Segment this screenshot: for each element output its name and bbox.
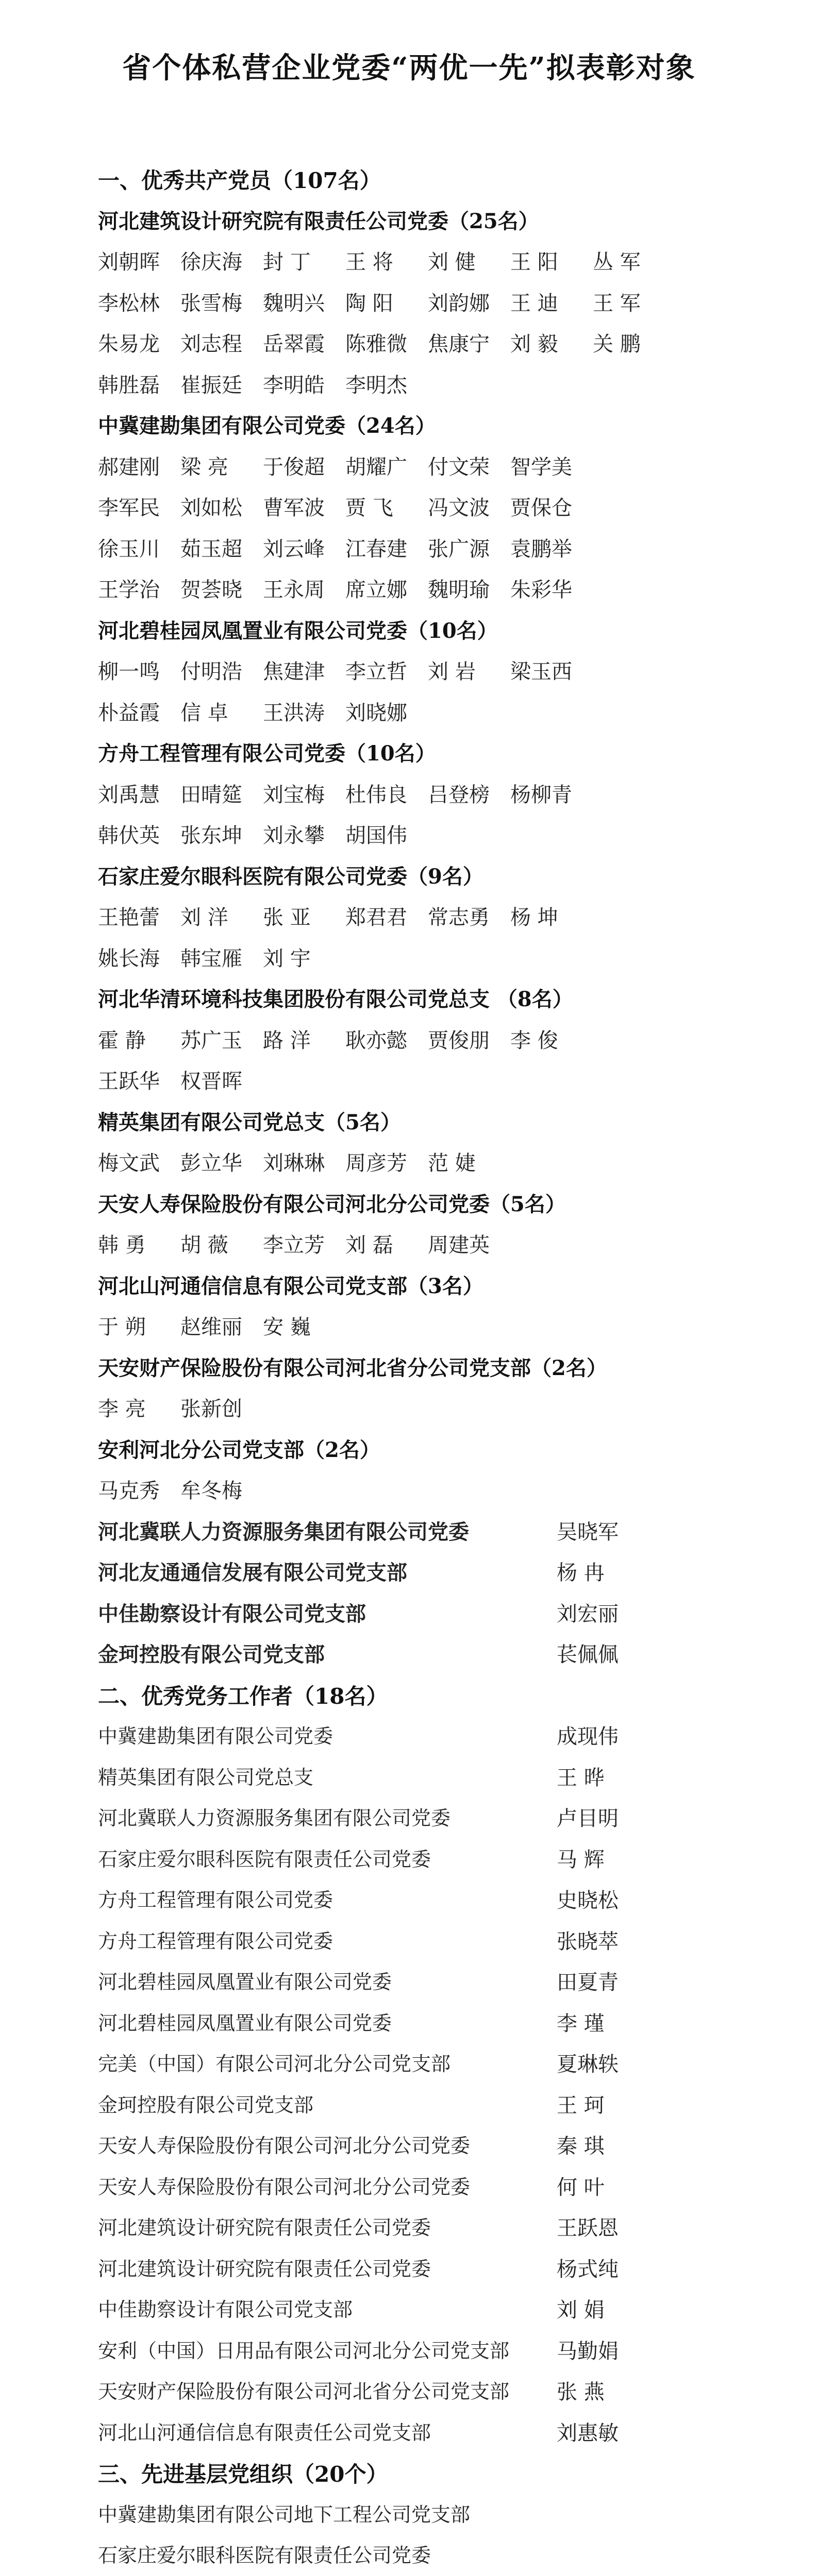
member-name: 刘琳琳	[263, 1151, 325, 1175]
member-name: 刘宝梅	[263, 783, 325, 807]
member-name: 霍 静	[98, 1028, 146, 1053]
member-name: 封 丁	[263, 250, 311, 274]
member-name: 贾俊朋	[428, 1028, 490, 1053]
party-worker-row	[98, 1761, 665, 1792]
member-name: 刘晓娜	[345, 701, 407, 725]
party-worker-row	[98, 1925, 665, 1956]
section-heading-party-workers: 二、优秀党务工作者（18名）	[98, 1683, 388, 1709]
member-name: 朱易龙	[98, 332, 160, 356]
group-title: 精英集团有限公司党总支（5名）	[98, 1110, 401, 1134]
member-name: 江春建	[345, 537, 407, 561]
group-title: 安利河北分公司党支部（2名）	[98, 1437, 380, 1462]
member-name: 付文荣	[428, 455, 490, 479]
member-name: 彭立华	[180, 1151, 242, 1175]
member-name: 关 鹏	[593, 332, 641, 356]
member-name: 刘禹慧	[98, 783, 160, 807]
member-name: 杜伟良	[345, 783, 407, 807]
single-member-row	[98, 1556, 665, 1587]
organization-name: 方舟工程管理有限公司党委	[98, 1889, 333, 1911]
group-title: 河北建筑设计研究院有限责任公司党委（25名）	[98, 209, 539, 233]
member-name: 李明杰	[345, 373, 407, 397]
group-title: 河北山河通信信息有限公司党支部（3名）	[98, 1274, 483, 1298]
member-name: 范 婕	[428, 1151, 476, 1175]
organization-name: 方舟工程管理有限公司党委	[98, 1929, 333, 1953]
organization-name: 河北冀联人力资源服务集团有限公司党委	[98, 1519, 469, 1544]
organization-item: 石家庄爱尔眼科医院有限责任公司党委	[98, 2544, 431, 2567]
section-heading-advanced-organizations: 三、先进基层党组织（20个）	[98, 2462, 388, 2487]
member-name: 信 卓	[180, 701, 228, 725]
worker-name: 夏琳轶	[557, 2053, 619, 2076]
member-name: 耿亦懿	[345, 1028, 407, 1053]
member-name: 刘如松	[180, 496, 242, 520]
member-name: 王 阳	[510, 250, 558, 274]
member-name: 付明浩	[180, 660, 242, 684]
member-name: 李立哲	[345, 660, 407, 684]
worker-name: 马 辉	[557, 1848, 605, 1872]
member-name: 李军民	[98, 496, 160, 520]
member-name: 王 将	[345, 250, 393, 274]
party-worker-row	[98, 2048, 665, 2079]
member-name: 胡 薇	[180, 1233, 228, 1257]
organization-name: 中佳勘察设计有限公司党支部	[98, 2298, 353, 2321]
organization-name: 金珂控股有限公司党支部	[98, 1642, 325, 1667]
member-name: 常志勇	[428, 906, 490, 929]
member-name: 姚长海	[98, 946, 160, 971]
organization-name: 河北山河通信信息有限责任公司党支部	[98, 2421, 431, 2444]
party-worker-row	[98, 2130, 665, 2161]
member-name: 刘 毅	[510, 332, 558, 356]
member-name: 马克秀	[98, 1479, 160, 1503]
member-name: 梁玉西	[510, 660, 572, 684]
member-name: 张雪梅	[180, 291, 242, 315]
group-title: 天安财产保险股份有限公司河北省分公司党支部（2名）	[98, 1355, 607, 1380]
worker-name: 史晓松	[557, 1889, 619, 1912]
member-name: 李明皓	[263, 373, 325, 397]
member-name: 梁 亮	[180, 455, 228, 479]
member-name: 梅文武	[98, 1151, 160, 1175]
party-worker-row	[98, 1843, 665, 1874]
organization-name: 天安财产保险股份有限公司河北省分公司党支部	[98, 2380, 510, 2403]
member-name: 吴晓军	[557, 1520, 619, 1544]
organization-name: 河北碧桂园凤凰置业有限公司党委	[98, 1971, 392, 1993]
member-name: 魏明兴	[263, 291, 325, 315]
worker-name: 刘 娟	[557, 2298, 605, 2322]
member-name: 杨柳青	[510, 783, 572, 807]
member-name: 徐庆海	[180, 250, 242, 274]
member-name: 智学美	[510, 455, 572, 479]
member-name: 苌佩佩	[557, 1643, 619, 1667]
member-name: 袁鹏举	[510, 537, 572, 561]
member-name: 胡国伟	[345, 824, 407, 848]
member-name: 杨 坤	[510, 906, 558, 929]
worker-name: 李 瑾	[557, 2011, 605, 2036]
party-worker-row	[98, 2212, 665, 2243]
organization-name: 河北建筑设计研究院有限责任公司党委	[98, 2257, 431, 2280]
member-name: 丛 军	[593, 250, 641, 274]
party-worker-row	[98, 2294, 665, 2325]
member-name: 赵维丽	[180, 1315, 242, 1339]
member-name: 牟冬梅	[180, 1479, 242, 1503]
member-name: 田晴筵	[180, 783, 242, 807]
member-name: 郝建刚	[98, 455, 160, 479]
member-name: 张新创	[180, 1397, 242, 1421]
single-member-row	[98, 1598, 665, 1629]
member-name: 李立芳	[263, 1233, 325, 1257]
organization-name: 精英集团有限公司党总支	[98, 1766, 314, 1789]
party-worker-row	[98, 1884, 665, 1915]
party-worker-row	[98, 2335, 665, 2366]
organization-name: 石家庄爱尔眼科医院有限责任公司党委	[98, 1848, 431, 1871]
member-name: 王 迪	[510, 291, 558, 315]
member-name: 韩胜磊	[98, 373, 160, 397]
member-name: 安 巍	[263, 1315, 311, 1339]
organization-name: 金珂控股有限公司党支部	[98, 2093, 314, 2116]
single-member-row	[98, 1516, 665, 1547]
member-name: 张 亚	[263, 906, 311, 929]
section-heading-excellent-members: 一、优秀共产党员（107名）	[98, 168, 381, 193]
member-name: 刘永攀	[263, 824, 325, 848]
organization-name: 中冀建勘集团有限公司党委	[98, 1725, 333, 1748]
member-name: 朱彩华	[510, 578, 572, 602]
member-name: 吕登榜	[428, 783, 490, 807]
single-member-row	[98, 1638, 665, 1669]
page-title: 省个体私营企业党委“两优一先”拟表彰对象	[122, 51, 696, 85]
worker-name: 马勤娟	[557, 2339, 619, 2363]
group-title: 河北华清环境科技集团股份有限公司党总支 （8名）	[98, 987, 573, 1011]
worker-name: 秦 琪	[557, 2134, 605, 2158]
member-name: 焦康宁	[428, 332, 490, 356]
member-name: 韩宝雁	[180, 946, 242, 971]
member-name: 岳翠霞	[263, 332, 325, 356]
organization-name: 完美（中国）有限公司河北分公司党支部	[98, 2053, 451, 2075]
member-name: 茹玉超	[180, 537, 242, 561]
group-title: 中冀建勘集团有限公司党委（24名）	[98, 414, 436, 438]
group-title: 河北碧桂园凤凰置业有限公司党委（10名）	[98, 618, 498, 643]
group-title: 石家庄爱尔眼科医院有限公司党委（9名）	[98, 864, 483, 889]
party-worker-row	[98, 2089, 665, 2120]
member-name: 冯文波	[428, 496, 490, 520]
organization-item: 中冀建勘集团有限公司地下工程公司党支部	[98, 2503, 471, 2526]
member-name: 路 洋	[263, 1028, 311, 1053]
member-name: 刘 健	[428, 250, 476, 274]
member-name: 徐玉川	[98, 537, 160, 561]
member-name: 魏明瑜	[428, 578, 490, 602]
member-name: 张广源	[428, 537, 490, 561]
member-name: 刘 洋	[180, 906, 228, 929]
member-name: 焦建津	[263, 660, 325, 684]
member-name: 刘云峰	[263, 537, 325, 561]
organization-name: 天安人寿保险股份有限公司河北分公司党委	[98, 2175, 471, 2198]
member-name: 韩 勇	[98, 1233, 146, 1257]
member-name: 刘 宇	[263, 946, 311, 971]
member-name: 刘宏丽	[557, 1602, 619, 1626]
member-name: 刘志程	[180, 332, 242, 356]
member-name: 崔振廷	[180, 373, 242, 397]
member-name: 贾 飞	[345, 496, 393, 520]
worker-name: 卢目明	[557, 1807, 619, 1831]
member-name: 杨 冉	[557, 1561, 605, 1585]
worker-name: 田夏青	[557, 1971, 619, 1994]
worker-name: 何 叶	[557, 2175, 605, 2199]
organization-name: 河北冀联人力资源服务集团有限公司党委	[98, 1807, 451, 1829]
organization-name: 安利（中国）日用品有限公司河北分公司党支部	[98, 2339, 510, 2362]
group-title: 天安人寿保险股份有限公司河北分公司党委（5名）	[98, 1192, 566, 1216]
member-name: 陶 阳	[345, 291, 393, 315]
member-name: 陈雅微	[345, 332, 407, 356]
member-name: 李 亮	[98, 1397, 146, 1421]
member-name: 王跃华	[98, 1070, 160, 1093]
member-name: 权晋晖	[180, 1070, 242, 1093]
party-worker-row	[98, 2007, 665, 2038]
party-worker-row	[98, 1720, 665, 1751]
member-name: 席立娜	[345, 578, 407, 602]
member-name: 周彦芳	[345, 1151, 407, 1175]
member-name: 刘朝晖	[98, 250, 160, 274]
worker-name: 王 晔	[557, 1766, 605, 1790]
member-name: 于俊超	[263, 455, 325, 479]
member-name: 苏广玉	[180, 1028, 242, 1053]
member-name: 于 朔	[98, 1315, 146, 1339]
worker-name: 王 珂	[557, 2093, 605, 2117]
member-name: 王永周	[263, 578, 325, 602]
member-name: 胡耀广	[345, 455, 407, 479]
worker-name: 成现伟	[557, 1725, 619, 1749]
member-name: 李 俊	[510, 1028, 558, 1053]
member-name: 刘 岩	[428, 660, 476, 684]
worker-name: 张 燕	[557, 2380, 605, 2404]
organization-name: 河北建筑设计研究院有限责任公司党委	[98, 2216, 431, 2239]
organization-name: 河北碧桂园凤凰置业有限公司党委	[98, 2011, 392, 2035]
worker-name: 杨式纯	[557, 2257, 619, 2281]
organization-name: 河北友通通信发展有限公司党支部	[98, 1561, 407, 1585]
member-name: 王学治	[98, 578, 160, 602]
group-title: 方舟工程管理有限公司党委（10名）	[98, 741, 436, 766]
party-worker-row	[98, 1802, 665, 1833]
party-worker-row	[98, 2171, 665, 2202]
party-worker-row	[98, 2417, 665, 2448]
party-worker-row	[98, 2253, 665, 2284]
member-name: 朴益霞	[98, 701, 160, 725]
member-name: 周建英	[428, 1233, 490, 1257]
organization-name: 中佳勘察设计有限公司党支部	[98, 1601, 366, 1626]
worker-name: 张晓萃	[557, 1929, 619, 1954]
member-name: 王 军	[593, 291, 641, 315]
member-name: 刘韵娜	[428, 291, 490, 315]
worker-name: 刘惠敏	[557, 2421, 619, 2445]
member-name: 王艳蕾	[98, 906, 160, 929]
party-worker-row	[98, 2376, 665, 2406]
party-worker-row	[98, 1966, 665, 1997]
organization-name: 天安人寿保险股份有限公司河北分公司党委	[98, 2134, 471, 2157]
worker-name: 王跃恩	[557, 2216, 619, 2240]
member-name: 贾保仓	[510, 496, 572, 520]
member-name: 李松林	[98, 291, 160, 315]
member-name: 郑君君	[345, 906, 407, 929]
member-name: 刘 磊	[345, 1233, 393, 1257]
member-name: 韩伏英	[98, 824, 160, 848]
member-name: 王洪涛	[263, 701, 325, 725]
member-name: 柳一鸣	[98, 660, 160, 684]
member-name: 曹军波	[263, 496, 325, 520]
member-name: 张东坤	[180, 824, 242, 848]
member-name: 贺荟晓	[180, 578, 242, 602]
